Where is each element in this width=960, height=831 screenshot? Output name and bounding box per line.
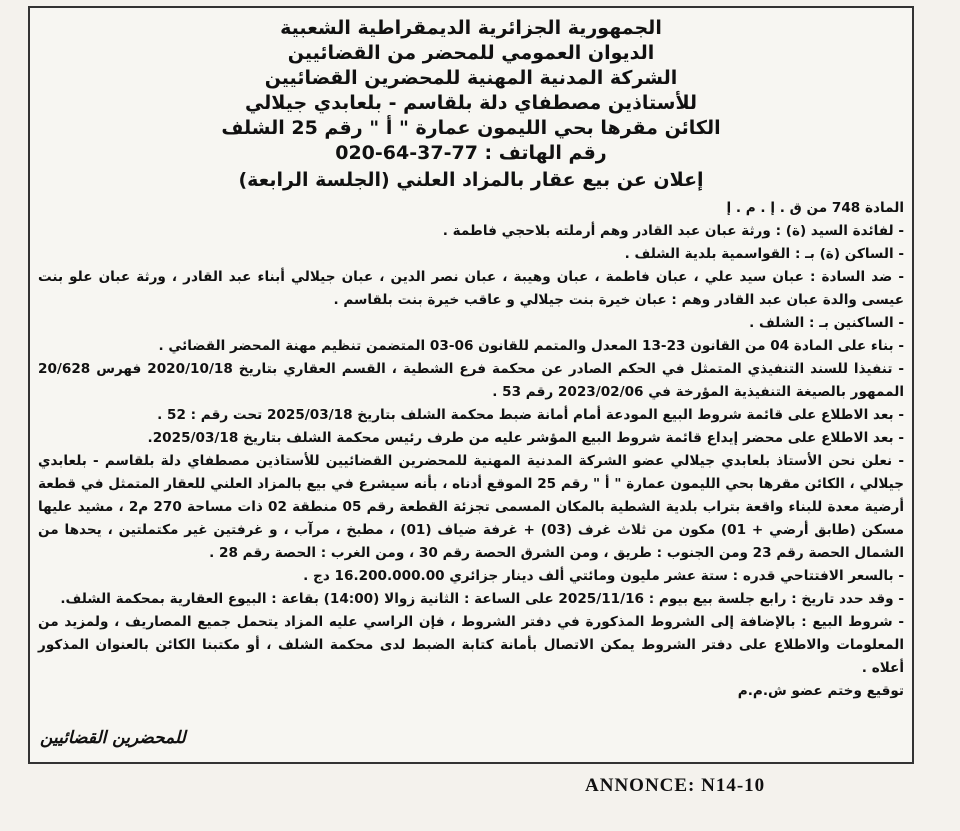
header-republic: الجمهورية الجزائرية الديمقراطية الشعبية: [280, 17, 662, 39]
body-auction-date: - وقد حدد تاريخ : رابع جلسة بيع بيوم : 2025/11/16 على الساعة : الثانية زوالا (14:00) بقاعة : البيوع العقارية بمحكمة الشلف.: [60, 591, 904, 607]
body-enforcement: - تنفيذا للسند التنفيذي المتمثل في الحكم الصادر عن محكمة فرع الشطية ، القسم العقاري بتاريخ 2020/10/18 فهرس 20/628 الممهور بالصيغة التنفيذية المؤرخة في 2023/02/06 رقم 53 .: [38, 361, 904, 400]
body-legal-basis: - بناء على المادة 04 من القانون 23-13 المعدل والمتمم للقانون 06-03 المتضمن تنظيم مهنة المحضر القضائي .: [158, 338, 904, 354]
body-sale-conditions: - شروط البيع : بالإضافة إلى الشروط المذكورة في دفتر الشروط ، فإن الراسي عليه المزاد يتحمل جميع المصاريف ، ولمزيد من المعلومات والاطلاع على دفتر الشروط يمكن الاتصال بأمانة كتابة الضبط لدى محكمة الشلف ، أو مكتبنا الكائن بالعنوان المذكور أعلاه .: [38, 614, 904, 676]
header-address: الكائن مقرها بحي الليمون عمارة " أ " رقم 25 الشلف: [221, 117, 721, 139]
header-bailiffs: للأستاذين مصطفاي دلة بلقاسم - بلعابدي جيلالي: [244, 92, 698, 114]
body-defendants: - ضد السادة : عبان سيد علي ، عبان فاطمة ، عبان وهيبة ، عبان نصر الدين ، عبان جيلالي أبناء عبد القادر ، ورثة عبان علو بنت عيسى والدة عبان عبد القادر وهم : عبان خيرة بنت جيلالي و عاقب خيرة بنت بلقاسم .: [38, 269, 904, 308]
announcement-body: [30, 193, 912, 680]
body-conditions-list: - بعد الاطلاع على قائمة شروط البيع المودعة أمام أمانة ضبط محكمة الشلف بتاريخ 2025/03/18 تحت رقم : 52 .: [157, 407, 904, 423]
header: [30, 8, 912, 193]
annonce-number: ANNONCE: N14-10: [585, 775, 766, 796]
header-phone: رقم الهاتف : 77-37-64-020: [335, 142, 607, 164]
body-beneficiary-residence: - الساكن (ة) بـ : القواسمية بلدية الشلف .: [624, 246, 904, 262]
announcement-title: إعلان عن بيع عقار بالمزاد العلني (الجلسة الرابعة): [238, 169, 704, 191]
body-opening-price: - بالسعر الافتتاحي قدره : ستة عشر مليون ومائتي ألف دينار جزائري 16.200.000.00 دج .: [303, 568, 904, 584]
body-beneficiary: - لفائدة السيد (ة) : ورثة عبان عبد القادر وهم أرملته بلاحجي فاطمة .: [442, 223, 904, 239]
body-defendants-residence: - الساكنين بـ : الشلف .: [749, 315, 904, 331]
signature: للمحضرين القضائيين: [40, 728, 186, 748]
announcement-frame: [28, 6, 914, 764]
body-property-description: - نعلن نحن الأستاذ بلعابدي جيلالي عضو الشركة المدنية المهنية للمحضرين القضائيين للأستاذين مصطفاي دلة بلقاسم - بلعابدي جيلالي ، الكائن مقرها بحي الليمون عمارة " أ " رقم 25 الموقع أدناه ، بأنه سيشرع في بيع بالمزاد العلني للعقار المتمثل في قطعة أرضية معدة للبناء واقعة بتراب بلدية الشطية بالمكان المسمى تجزئة القطعة رقم 05 منطقة 02 ذات مساحة 270 م2 ، مشيد عليها مسكن (طابق أرضي + 01) مكون من ثلاث غرف (03) + غرفة ضياف (01) ، مطبخ ، مرآب ، و غرفتين غير مكتملتين ، يحدها من الشمال الحصة رقم 23 ومن الجنوب : طريق ، ومن الشرق الحصة رقم 30 ، ومن الغرب : الحصة رقم 28 .: [38, 453, 905, 561]
signature-line: توقيع وختم عضو ش.م.م: [737, 683, 904, 699]
header-company: الشركة المدنية المهنية للمحضرين القضائيين: [264, 67, 678, 89]
body-deposit-report: - بعد الاطلاع على محضر إيداع قائمة شروط البيع المؤشر عليه من طرف رئيس محكمة الشلف بتاريخ 2025/03/18.: [147, 430, 904, 446]
body-article: المادة 748 من ق . إ . م . إ: [726, 200, 904, 216]
header-office: الديوان العمومي للمحضر من القضائيين: [287, 42, 655, 64]
